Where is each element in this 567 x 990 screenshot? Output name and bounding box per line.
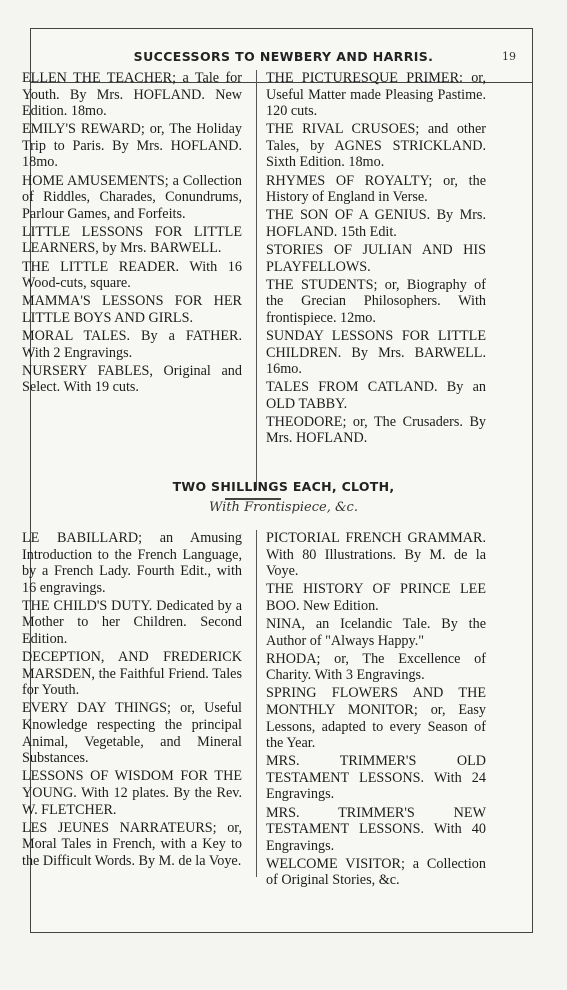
section-subheading: With Frontispiece, &c. (209, 500, 358, 515)
column-rule-bottom (256, 530, 257, 877)
list-item: MAMMA'S LESSONS FOR HER LITTLE BOYS AND GIRLS. (22, 293, 242, 326)
section2-left-column (22, 530, 242, 871)
list-item: TALES FROM CATLAND. By an OLD TABBY. (266, 379, 486, 412)
list-item: SPRING FLOWERS AND THE MONTHLY MONITOR; or, Easy Lessons, adapted to every Season of the Year. (266, 685, 486, 752)
list-item: NINA, an Icelandic Tale. By the Author of "Always Happy." (266, 615, 486, 649)
section1-right-column (266, 70, 486, 449)
list-item: ELLEN THE TEACHER; a Tale for Youth. By Mrs. HOFLAND. New Edition. 18mo. (22, 70, 242, 120)
list-item: MRS. TRIMMER'S OLD TESTAMENT LESSONS. With 24 Engravings. (266, 753, 486, 803)
list-item: RHYMES OF ROYALTY; or, the History of England in Verse. (266, 172, 486, 206)
list-item: EVERY DAY THINGS; or, Useful Knowledge respecting the principal Animal, Vegetable, and Mineral Substances. (22, 700, 242, 767)
list-item: LE BABILLARD; an Amusing Introduction to the French Language, by a French Lady. Fourth Edit., with 16 engravings. (22, 530, 242, 596)
column-rule-top (256, 70, 257, 490)
list-item: THEODORE; or, The Crusaders. By Mrs. HOFLAND. (266, 413, 486, 447)
section-heading: TWO SHILLINGS EACH, CLOTH, (172, 479, 395, 494)
section2-right-column (266, 530, 486, 890)
list-item: STORIES OF JULIAN AND HIS PLAYFELLOWS. (266, 241, 486, 275)
list-item: THE CHILD'S DUTY. Dedicated by a Mother to her Children. Second Edition. (22, 597, 242, 648)
list-item: THE STUDENTS; or, Biography of the Grecian Philosophers. With frontispiece. 12mo. (266, 276, 486, 326)
list-item: MORAL TALES. By a FATHER. With 2 Engravings. (22, 327, 242, 361)
list-item: RHODA; or, The Excellence of Charity. With 3 Engravings. (266, 650, 486, 684)
list-item: DECEPTION, AND FREDERICK MARSDEN, the Faithful Friend. Tales for Youth. (22, 649, 242, 699)
list-item: MRS. TRIMMER'S NEW TESTAMENT LESSONS. With 40 Engravings. (266, 804, 486, 854)
list-item: THE SON OF A GENIUS. By Mrs. HOFLAND. 15th Edit. (266, 207, 486, 240)
list-item: THE LITTLE READER. With 16 Wood-cuts, square. (22, 258, 242, 292)
list-item: THE PICTURESQUE PRIMER: or, Useful Matter made Pleasing Pastime. 120 cuts. (266, 70, 486, 120)
list-item: PICTORIAL FRENCH GRAMMAR. With 80 Illustrations. By M. de la Voye. (266, 530, 486, 580)
section1-left-column (22, 70, 242, 397)
list-item: NURSERY FABLES, Original and Select. With 19 cuts. (22, 362, 242, 396)
list-item: EMILY'S REWARD; or, The Holiday Trip to Paris. By Mrs. HOFLAND. 18mo. (22, 121, 242, 171)
list-item: THE RIVAL CRUSOES; and other Tales, by AGNES STRICKLAND. Sixth Edition. 18mo. (266, 121, 486, 171)
list-item: LES JEUNES NARRATEURS; or, Moral Tales in French, with a Key to the Difficult Words. By M. de la Voye. (22, 819, 242, 869)
list-item: LESSONS OF WISDOM FOR THE YOUNG. With 12 plates. By the Rev. W. FLETCHER. (22, 768, 242, 818)
list-item: SUNDAY LESSONS FOR LITTLE CHILDREN. By Mrs. BARWELL. 16mo. (266, 327, 486, 378)
list-item: WELCOME VISITOR; a Collection of Original Stories, &c. (266, 855, 486, 889)
header-title: SUCCESSORS TO NEWBERY AND HARRIS. (133, 49, 434, 64)
list-item: THE HISTORY OF PRINCE LEE BOO. New Edition. (266, 581, 486, 614)
list-item: LITTLE LESSONS FOR LITTLE LEARNERS, by Mrs. BARWELL. (22, 223, 242, 257)
list-item: HOME AMUSEMENTS; a Collection of Riddles, Charades, Conundrums, Parlour Games, and Forfeits. (22, 172, 242, 222)
page-number: 19 (502, 50, 516, 63)
